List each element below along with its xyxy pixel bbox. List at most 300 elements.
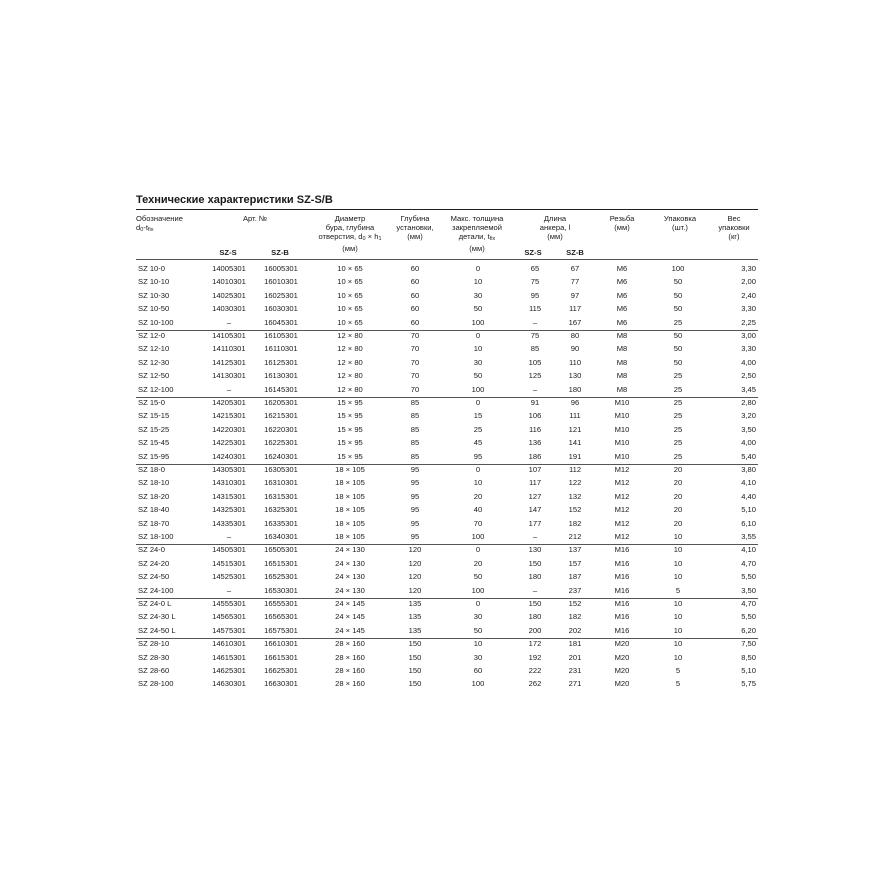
- cell-designation: SZ 28-60: [138, 666, 170, 675]
- cell-tfix: 10: [473, 639, 483, 649]
- header-drill-line4: (мм): [342, 244, 358, 253]
- cell-art-sz-s: –: [226, 532, 232, 541]
- header-art-no: Арт. №: [242, 214, 268, 223]
- cell-len-sz-s: 106: [528, 411, 542, 421]
- cell-depth: 95: [410, 518, 420, 528]
- table-row: [0, 570, 893, 583]
- cell-drill: 10 × 65: [337, 290, 363, 300]
- cell-pack: 10: [673, 599, 683, 608]
- cell-drill: 18 × 105: [335, 532, 365, 541]
- cell-len-sz-s: 262: [528, 679, 542, 689]
- cell-pack: 5: [675, 666, 681, 675]
- cell-depth: 70: [410, 371, 420, 381]
- cell-thread: M6: [616, 304, 628, 314]
- cell-thread: M16: [614, 558, 630, 568]
- cell-art-sz-b: 16630301: [264, 679, 298, 689]
- cell-designation: SZ 10-0: [138, 264, 166, 273]
- table-row: [0, 476, 893, 489]
- cell-len-sz-s: –: [532, 317, 538, 327]
- cell-tfix: 100: [471, 679, 485, 689]
- cell-len-sz-b: 132: [568, 491, 582, 501]
- table-row: [0, 342, 893, 355]
- cell-art-sz-b: 16025301: [264, 290, 298, 300]
- header-thread-line1: Резьба: [609, 214, 635, 223]
- cell-len-sz-s: 116: [528, 424, 542, 434]
- cell-tfix: 60: [473, 666, 483, 675]
- cell-pack: 25: [673, 398, 683, 407]
- cell-weight: 4,70: [741, 558, 756, 568]
- cell-designation: SZ 24-0: [138, 545, 166, 555]
- cell-len-sz-b: 180: [568, 384, 582, 394]
- cell-designation: SZ 10-10: [138, 277, 170, 287]
- cell-pack: 50: [673, 331, 683, 340]
- cell-art-sz-b: 16610301: [264, 639, 298, 649]
- cell-weight: 5,75: [741, 679, 756, 689]
- cell-art-sz-s: –: [226, 585, 232, 595]
- cell-weight: 3,30: [741, 344, 756, 354]
- cell-thread: M12: [614, 505, 630, 515]
- cell-weight: 5,50: [741, 572, 756, 582]
- cell-depth: 85: [410, 451, 420, 461]
- cell-art-sz-s: 14305301: [212, 465, 246, 474]
- cell-tfix: 100: [471, 384, 485, 394]
- header-length: [525, 214, 585, 241]
- cell-depth: 120: [408, 572, 422, 582]
- header-length-line1: Длина: [543, 214, 567, 223]
- cell-len-sz-b: 77: [570, 277, 580, 287]
- cell-thread: M6: [616, 264, 628, 273]
- cell-depth: 135: [408, 599, 422, 608]
- cell-weight: 2,25: [741, 317, 756, 327]
- header-designation-line2: d0-tfix: [136, 223, 154, 233]
- cell-pack: 25: [673, 438, 683, 448]
- cell-art-sz-b: 16315301: [264, 491, 298, 501]
- cell-thread: M12: [614, 491, 630, 501]
- cell-pack: 20: [673, 491, 683, 501]
- cell-len-sz-s: 177: [528, 518, 542, 528]
- cell-len-sz-b: 90: [570, 344, 580, 354]
- cell-weight: 5,10: [741, 666, 756, 675]
- cell-art-sz-b: 16030301: [264, 304, 298, 314]
- cell-pack: 25: [673, 451, 683, 461]
- cell-depth: 60: [410, 277, 420, 287]
- header-thread-line2: (мм): [614, 223, 630, 232]
- cell-len-sz-s: 147: [528, 505, 542, 515]
- cell-art-sz-b: 16565301: [264, 612, 298, 622]
- cell-pack: 50: [673, 304, 683, 314]
- cell-depth: 120: [408, 558, 422, 568]
- cell-pack: 10: [673, 612, 683, 622]
- cell-depth: 150: [408, 639, 422, 649]
- table-row: [0, 436, 893, 449]
- cell-weight: 2,80: [741, 398, 756, 407]
- header-tfix: [442, 214, 512, 253]
- cell-art-sz-s: 14630301: [212, 679, 246, 689]
- cell-pack: 50: [673, 290, 683, 300]
- table-row: [0, 557, 893, 570]
- cell-len-sz-s: 150: [528, 558, 542, 568]
- cell-pack: 10: [673, 532, 683, 541]
- header-length-line3: (мм): [547, 232, 563, 241]
- header-weight: [712, 214, 756, 241]
- cell-designation: SZ 10-50: [138, 304, 170, 314]
- cell-drill: 12 × 80: [337, 331, 363, 340]
- cell-depth: 70: [410, 331, 420, 340]
- cell-drill: 12 × 80: [337, 357, 363, 367]
- cell-len-sz-b: 111: [569, 411, 581, 421]
- cell-designation: SZ 10-100: [138, 317, 174, 327]
- header-tfix-line4: (мм): [469, 244, 485, 253]
- table-row: [0, 409, 893, 422]
- cell-weight: 3,50: [741, 585, 756, 595]
- cell-tfix: 10: [473, 277, 483, 287]
- cell-drill: 24 × 145: [335, 625, 365, 635]
- cell-depth: 70: [410, 384, 420, 394]
- cell-art-sz-s: 14615301: [212, 652, 246, 662]
- cell-pack: 20: [673, 518, 683, 528]
- header-depth-line1: Глубина: [400, 214, 430, 223]
- cell-depth: 95: [410, 478, 420, 488]
- cell-len-sz-b: 181: [568, 639, 582, 649]
- cell-pack: 10: [673, 572, 683, 582]
- cell-designation: SZ 24-0 L: [138, 599, 172, 608]
- cell-thread: M12: [614, 478, 630, 488]
- cell-drill: 10 × 65: [337, 304, 363, 314]
- cell-weight: 3,20: [741, 411, 756, 421]
- table-row: [0, 316, 893, 329]
- cell-thread: M16: [614, 599, 630, 608]
- cell-tfix: 30: [473, 357, 483, 367]
- cell-art-sz-b: 16515301: [264, 558, 298, 568]
- cell-tfix: 0: [475, 264, 481, 273]
- cell-designation: SZ 12-50: [138, 371, 170, 381]
- cell-drill: 15 × 95: [337, 438, 363, 448]
- cell-tfix: 95: [473, 451, 483, 461]
- cell-len-sz-b: 112: [568, 465, 582, 474]
- cell-len-sz-s: 192: [528, 652, 542, 662]
- header-depth-line2: установки,: [396, 223, 434, 232]
- cell-art-sz-b: 16045301: [264, 317, 298, 327]
- cell-len-sz-s: 150: [528, 599, 542, 608]
- cell-weight: 6,20: [741, 625, 756, 635]
- cell-art-sz-s: 14625301: [212, 666, 246, 675]
- cell-tfix: 0: [475, 331, 481, 340]
- cell-tfix: 0: [475, 398, 481, 407]
- cell-len-sz-b: 121: [568, 424, 582, 434]
- table-title: Технические характеристики SZ-S/B: [136, 194, 333, 206]
- cell-len-sz-s: 136: [528, 438, 542, 448]
- cell-len-sz-b: 157: [568, 558, 582, 568]
- cell-designation: SZ 15-25: [138, 424, 170, 434]
- cell-weight: 5,50: [741, 612, 756, 622]
- cell-pack: 20: [673, 478, 683, 488]
- header-pack-line2: (шт.): [672, 223, 688, 232]
- cell-len-sz-b: 130: [568, 371, 582, 381]
- cell-pack: 50: [673, 357, 683, 367]
- table-row: [0, 463, 893, 476]
- cell-tfix: 45: [473, 438, 483, 448]
- cell-len-sz-s: 75: [530, 331, 540, 340]
- cell-thread: M8: [616, 344, 628, 354]
- table-row: [0, 369, 893, 382]
- cell-designation: SZ 28-10: [138, 639, 170, 649]
- cell-len-sz-b: 202: [568, 625, 582, 635]
- cell-len-sz-b: 80: [570, 331, 580, 340]
- cell-weight: 7,50: [741, 639, 756, 649]
- cell-len-sz-s: 180: [528, 572, 542, 582]
- cell-depth: 85: [410, 398, 420, 407]
- cell-depth: 135: [408, 612, 422, 622]
- cell-art-sz-b: 16575301: [264, 625, 298, 635]
- cell-art-sz-b: 16130301: [264, 371, 298, 381]
- cell-depth: 150: [408, 652, 422, 662]
- cell-len-sz-b: 141: [568, 438, 582, 448]
- cell-weight: 4,00: [741, 357, 756, 367]
- cell-weight: 4,10: [741, 545, 756, 555]
- cell-tfix: 10: [473, 478, 483, 488]
- cell-thread: M10: [614, 398, 630, 407]
- cell-len-sz-s: 65: [530, 264, 540, 273]
- cell-len-sz-s: 222: [528, 666, 542, 675]
- cell-depth: 70: [410, 344, 420, 354]
- table-row: [0, 450, 893, 463]
- cell-thread: M20: [614, 652, 630, 662]
- cell-thread: M12: [614, 532, 630, 541]
- cell-len-sz-s: 115: [528, 304, 542, 314]
- header-len-sz-b: SZ-B: [566, 248, 584, 257]
- cell-depth: 60: [410, 317, 420, 327]
- title-rule: [136, 209, 758, 210]
- cell-weight: 3,30: [741, 304, 756, 314]
- table-row: [0, 664, 893, 677]
- cell-depth: 150: [408, 679, 422, 689]
- table-row: [0, 329, 893, 342]
- cell-drill: 15 × 95: [337, 451, 363, 461]
- cell-pack: 5: [675, 585, 681, 595]
- cell-weight: 2,00: [741, 277, 756, 287]
- cell-len-sz-b: 152: [568, 599, 582, 608]
- cell-thread: M6: [616, 277, 628, 287]
- cell-art-sz-b: 16340301: [264, 532, 298, 541]
- cell-art-sz-s: 14565301: [212, 612, 246, 622]
- cell-len-sz-b: 191: [568, 451, 582, 461]
- cell-depth: 120: [408, 545, 422, 555]
- cell-designation: SZ 24-100: [138, 585, 174, 595]
- cell-tfix: 30: [473, 290, 483, 300]
- header-pack: [650, 214, 710, 232]
- cell-pack: 25: [673, 411, 683, 421]
- cell-thread: M10: [614, 411, 630, 421]
- cell-tfix: 15: [473, 411, 483, 421]
- header-drill-line3: отверстия, d0 × h1: [318, 232, 382, 242]
- cell-len-sz-b: 117: [568, 304, 582, 314]
- table-row: [0, 637, 893, 650]
- cell-art-sz-b: 16555301: [264, 599, 298, 608]
- table-row: [0, 624, 893, 637]
- cell-designation: SZ 12-10: [138, 344, 170, 354]
- cell-len-sz-b: 237: [568, 585, 582, 595]
- table-row: [0, 517, 893, 530]
- cell-weight: 4,10: [741, 478, 756, 488]
- cell-len-sz-s: –: [532, 532, 538, 541]
- cell-drill: 12 × 80: [337, 384, 363, 394]
- cell-designation: SZ 12-100: [138, 384, 174, 394]
- cell-depth: 95: [410, 465, 420, 474]
- cell-art-sz-b: 16220301: [264, 424, 298, 434]
- cell-len-sz-s: 95: [530, 290, 540, 300]
- cell-thread: M12: [614, 518, 630, 528]
- table-row: [0, 423, 893, 436]
- cell-len-sz-b: 67: [570, 264, 580, 273]
- cell-tfix: 100: [471, 585, 485, 595]
- cell-art-sz-s: 14105301: [212, 331, 246, 340]
- cell-drill: 18 × 105: [335, 491, 365, 501]
- table-row: [0, 356, 893, 369]
- cell-thread: M8: [616, 331, 628, 340]
- cell-designation: SZ 18-40: [138, 505, 170, 515]
- cell-weight: 4,70: [741, 599, 756, 608]
- cell-designation: SZ 15-15: [138, 411, 170, 421]
- cell-art-sz-s: 14325301: [212, 505, 246, 515]
- cell-thread: M6: [616, 290, 628, 300]
- table-row: [0, 396, 893, 409]
- cell-len-sz-b: 152: [568, 505, 582, 515]
- cell-art-sz-b: 16125301: [264, 357, 298, 367]
- cell-depth: 120: [408, 585, 422, 595]
- cell-art-sz-s: 14310301: [212, 478, 246, 488]
- cell-drill: 18 × 105: [335, 505, 365, 515]
- cell-designation: SZ 18-100: [138, 532, 174, 541]
- cell-drill: 10 × 65: [337, 317, 363, 327]
- cell-weight: 3,30: [741, 264, 756, 273]
- cell-art-sz-s: 14515301: [212, 558, 246, 568]
- header-depth: [390, 214, 440, 241]
- header-tfix-line2: закрепляемой: [451, 223, 503, 232]
- cell-tfix: 0: [475, 599, 481, 608]
- cell-art-sz-s: 14505301: [212, 545, 246, 555]
- cell-pack: 25: [673, 384, 683, 394]
- header-weight-line1: Вес: [727, 214, 741, 223]
- cell-tfix: 50: [473, 625, 483, 635]
- cell-weight: 5,10: [741, 505, 756, 515]
- cell-art-sz-s: 14315301: [212, 491, 246, 501]
- cell-thread: M10: [614, 451, 630, 461]
- cell-len-sz-s: 127: [528, 491, 542, 501]
- table-row: [0, 530, 893, 543]
- cell-designation: SZ 10-30: [138, 290, 170, 300]
- cell-pack: 20: [673, 505, 683, 515]
- cell-thread: M16: [614, 585, 630, 595]
- cell-pack: 50: [673, 277, 683, 287]
- header-drill-line2: бура, глубина: [325, 223, 375, 232]
- cell-designation: SZ 15-0: [138, 398, 166, 407]
- cell-depth: 85: [410, 438, 420, 448]
- cell-art-sz-b: 16010301: [264, 277, 298, 287]
- cell-drill: 18 × 105: [335, 478, 365, 488]
- header-rule: [136, 259, 758, 260]
- cell-depth: 95: [410, 532, 420, 541]
- cell-len-sz-s: 85: [530, 344, 540, 354]
- cell-len-sz-b: 182: [568, 612, 582, 622]
- cell-depth: 95: [410, 505, 420, 515]
- cell-designation: SZ 24-30 L: [138, 612, 176, 622]
- header-tfix-line1: Макс. толщина: [450, 214, 504, 223]
- cell-tfix: 0: [475, 545, 481, 555]
- header-designation: [136, 214, 183, 235]
- table-row: [0, 503, 893, 516]
- cell-len-sz-b: 187: [568, 572, 582, 582]
- cell-thread: M20: [614, 639, 630, 649]
- table-row: [0, 584, 893, 597]
- cell-art-sz-b: 16005301: [264, 264, 298, 273]
- cell-weight: 2,40: [741, 290, 756, 300]
- cell-weight: 3,00: [741, 331, 756, 340]
- cell-depth: 150: [408, 666, 422, 675]
- cell-art-sz-b: 16145301: [264, 384, 298, 394]
- table-row: [0, 597, 893, 610]
- cell-art-sz-s: 14335301: [212, 518, 246, 528]
- cell-drill: 28 × 160: [335, 639, 365, 649]
- table-row: [0, 262, 893, 275]
- cell-art-sz-b: 16225301: [264, 438, 298, 448]
- cell-drill: 15 × 95: [337, 398, 363, 407]
- cell-weight: 8,50: [741, 652, 756, 662]
- header-tfix-line3: детали, tfix: [458, 232, 496, 242]
- cell-drill: 12 × 80: [337, 371, 363, 381]
- cell-art-sz-b: 16615301: [264, 652, 298, 662]
- cell-art-sz-b: 16335301: [264, 518, 298, 528]
- header-weight-line3: (кг): [728, 232, 740, 241]
- cell-designation: SZ 12-30: [138, 357, 170, 367]
- cell-drill: 24 × 145: [335, 599, 365, 608]
- cell-weight: 4,00: [741, 438, 756, 448]
- header-drill: [305, 214, 395, 253]
- cell-len-sz-s: 91: [530, 398, 540, 407]
- cell-len-sz-s: 117: [528, 478, 542, 488]
- cell-art-sz-b: 16110301: [264, 344, 298, 354]
- cell-pack: 20: [673, 465, 683, 474]
- cell-len-sz-s: 130: [528, 545, 542, 555]
- cell-art-sz-b: 16625301: [264, 666, 298, 675]
- cell-drill: 12 × 80: [337, 344, 363, 354]
- cell-depth: 70: [410, 357, 420, 367]
- cell-len-sz-s: –: [532, 384, 538, 394]
- cell-drill: 10 × 65: [337, 264, 363, 273]
- header-depth-line3: (мм): [407, 232, 423, 241]
- cell-art-sz-b: 16215301: [264, 411, 298, 421]
- cell-tfix: 20: [473, 491, 483, 501]
- cell-thread: M10: [614, 438, 630, 448]
- cell-art-sz-b: 16240301: [264, 451, 298, 461]
- cell-thread: M20: [614, 666, 630, 675]
- cell-weight: 5,40: [741, 451, 756, 461]
- cell-designation: SZ 24-50 L: [138, 625, 176, 635]
- table-row: [0, 543, 893, 556]
- cell-depth: 95: [410, 491, 420, 501]
- cell-drill: 24 × 130: [335, 572, 365, 582]
- cell-designation: SZ 28-30: [138, 652, 170, 662]
- cell-weight: 3,50: [741, 424, 756, 434]
- table-row: [0, 383, 893, 396]
- header-pack-line1: Упаковка: [663, 214, 697, 223]
- cell-art-sz-s: 14240301: [212, 451, 246, 461]
- cell-thread: M16: [614, 625, 630, 635]
- cell-thread: M8: [616, 371, 628, 381]
- cell-thread: M8: [616, 357, 628, 367]
- cell-pack: 10: [673, 639, 683, 649]
- header-designation-line1: Обозначение: [136, 214, 183, 223]
- cell-drill: 28 × 160: [335, 679, 365, 689]
